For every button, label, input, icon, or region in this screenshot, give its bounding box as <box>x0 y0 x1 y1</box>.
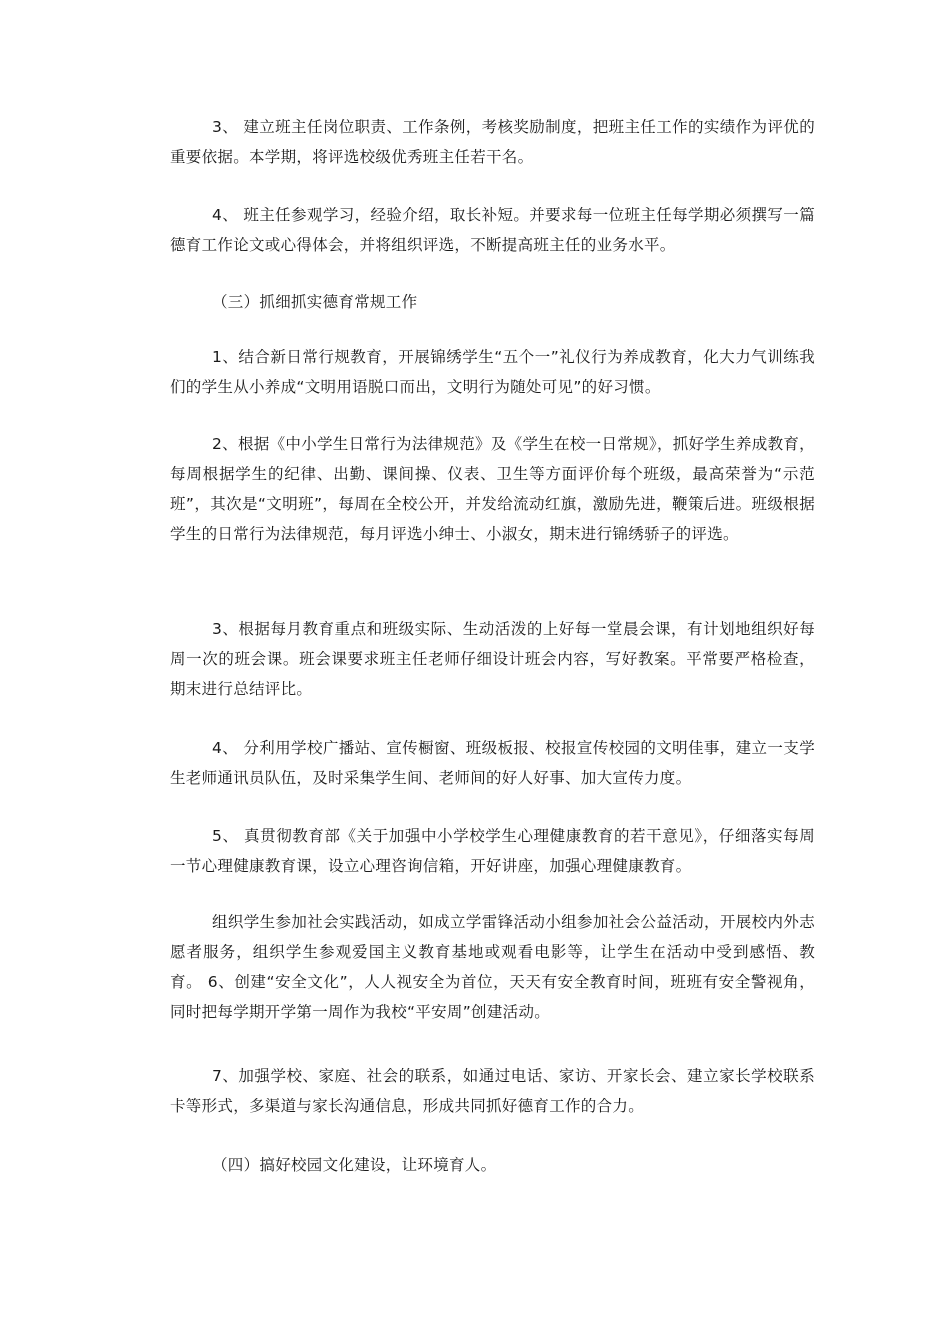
paragraph-family-school-link: 7、加强学校、家庭、社会的联系，如通过电话、家访、开家长会、建立家长学校联系卡等形式，多渠道与家长沟通信息，形成共同抓好德育工作的合力。 <box>170 1067 815 1115</box>
paragraph-morning-meeting: 3、根据每月教育重点和班级实际、生动活泼的上好每一堂晨会课，有计划地组织好每周一次的班会课。班会课要求班主任老师仔细设计班会内容，写好教案。平常要严格检查，期末进行总结评比。 <box>170 620 815 698</box>
paragraph-mental-health: 5、 真贯彻教育部《关于加强中小学校学生心理健康教育的若干意见》，仔细落实每周一节心理健康教育课，设立心理咨询信箱，开好讲座，加强心理健康教育。 <box>170 827 815 875</box>
section-heading-three: （三）抓细抓实德育常规工作 <box>212 293 418 311</box>
paragraph-behavior-norms: 2、根据《中小学生日常行为法律规范》及《学生在校一日常规》，抓好学生养成教育，每周根据学生的纪律、出勤、课间操、仪表、卫生等方面评价每个班级，最高荣誉为“示范班”，其次是“文明班”，每周在全校公开，并发给流动红旗，激励先进，鞭策后进。班级根据学生的日常行为法律规范，每月评选小绅士、小淑女，期末进行锦绣骄子的评选。 <box>170 435 815 543</box>
paragraph-social-practice: 组织学生参加社会实践活动，如成立学雷锋活动小组参加社会公益活动，开展校内外志愿者服务，组织学生参观爱国主义教育基地或观看电影等，让学生在活动中受到感悟、教育。 6、创建“安全文化”，人人视安全为首位，天天有安全教育时间，班班有安全警视角，同时把每学期开学第一周作为我校“平安周”创建活动。 <box>170 913 815 1021</box>
section-heading-four: （四）搞好校园文化建设，让环境育人。 <box>212 1156 497 1174</box>
paragraph-publicity: 4、 分利用学校广播站、宣传橱窗、班级板报、校报宣传校园的文明佳事，建立一支学生老师通讯员队伍，及时采集学生间、老师间的好人好事、加大宣传力度。 <box>170 739 815 787</box>
paragraph-class-teacher-duties: 3、 建立班主任岗位职责、工作条例，考核奖励制度，把班主任工作的实绩作为评优的重要依据。本学期，将评选校级优秀班主任若干名。 <box>170 118 815 166</box>
paragraph-class-teacher-study: 4、 班主任参观学习，经验介绍，取长补短。并要求每一位班主任每学期必须撰写一篇德育工作论文或心得体会，并将组织评选，不断提高班主任的业务水平。 <box>170 206 815 254</box>
paragraph-etiquette-education: 1、结合新日常行规教育，开展锦绣学生“五个一”礼仪行为养成教育，化大力气训练我们的学生从小养成“文明用语脱口而出，文明行为随处可见”的好习惯。 <box>170 348 815 396</box>
